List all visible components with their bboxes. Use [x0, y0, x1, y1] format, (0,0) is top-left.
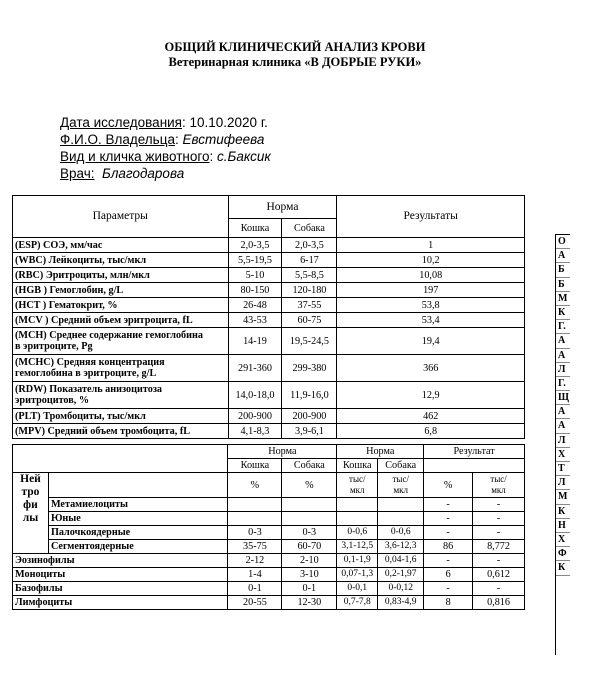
norm-cat-pct: 2-12 — [228, 554, 282, 568]
side-cell: К — [556, 561, 570, 575]
table-row — [13, 283, 525, 298]
param-name: (WBC) Лейкоциты, тыс/мкл — [13, 253, 229, 268]
table-row — [13, 298, 525, 313]
norm-dog-pct: 60-70 — [282, 540, 337, 554]
table-row — [13, 355, 525, 382]
dog-header: Собака — [282, 219, 337, 238]
unit-pct: % — [282, 473, 337, 498]
cell-name: Моноциты — [13, 568, 228, 582]
cell-name: Лимфоциты — [13, 596, 228, 610]
result-value: 10,2 — [337, 253, 525, 268]
unit-pct: % — [424, 473, 473, 498]
norm-cat-abs — [337, 512, 378, 526]
table-row — [13, 540, 525, 554]
norm-dog-pct: 2-10 — [282, 554, 337, 568]
side-cell: А — [556, 249, 570, 263]
norm-cat: 5-10 — [228, 268, 282, 283]
norm-dog-pct: 3-10 — [282, 568, 337, 582]
result-abs: 0,612 — [473, 568, 525, 582]
result-pct: - — [424, 526, 473, 540]
result-pct: 8 — [424, 596, 473, 610]
norm-cat-abs: 0-0,1 — [337, 582, 378, 596]
norm-cat-pct: 35-75 — [228, 540, 282, 554]
result-header: Результат — [424, 445, 525, 459]
norm-cat-pct: 1-4 — [228, 568, 282, 582]
norm-cat: 291-360 — [228, 355, 282, 382]
norm-cat-abs: 3,1-12,5 — [337, 540, 378, 554]
blank-header-cell — [424, 459, 525, 473]
result-pct: - — [424, 554, 473, 568]
doctor-value: Благодарова — [102, 166, 185, 181]
result-value: 19,4 — [337, 328, 525, 355]
unit-abs: тыс/ мкл — [473, 473, 525, 498]
side-cell: М — [556, 490, 570, 504]
dog-abs-header: Собака — [378, 459, 424, 473]
cell-name: Метамиелоциты — [48, 498, 228, 512]
cell-name: Эозинофилы — [13, 554, 228, 568]
side-cell: А — [556, 405, 570, 419]
side-cell: Л — [556, 476, 570, 490]
norm-cat-abs: 0,7-7,8 — [337, 596, 378, 610]
side-cell: Ф — [556, 547, 570, 561]
param-name: (RBC) Эритроциты, млн/мкл — [13, 268, 229, 283]
norm-cat-abs: 0,07-1,3 — [337, 568, 378, 582]
norm-dog-abs: 0,2-1,97 — [378, 568, 424, 582]
blank-header-cell — [13, 459, 228, 473]
blood-parameters-table — [12, 195, 525, 439]
norm-cat-abs: 0,1-1,9 — [337, 554, 378, 568]
norm-dog: 200-900 — [282, 409, 337, 424]
side-cell: Б — [556, 278, 570, 292]
norm-cat-abs — [337, 498, 378, 512]
norm-cat: 26-48 — [228, 298, 282, 313]
clinic-name: Ветеринарная клиника «В ДОБРЫЕ РУКИ» — [168, 55, 422, 69]
norm-dog: 2,0-3,5 — [282, 238, 337, 253]
cell-name: Сегментоядерные — [48, 540, 228, 554]
side-cell: А — [556, 349, 570, 363]
result-value: 366 — [337, 355, 525, 382]
norm-dog: 5,5-8,5 — [282, 268, 337, 283]
blank-cell — [48, 473, 228, 498]
result-value: 53,8 — [337, 298, 525, 313]
side-cell: А — [556, 419, 570, 433]
norm-dog-abs: 0-0,12 — [378, 582, 424, 596]
results-header: Результаты — [337, 196, 525, 238]
side-cell: Х — [556, 533, 570, 547]
norm-cat: 5,5-19,5 — [228, 253, 282, 268]
dog-header: Собака — [282, 459, 337, 473]
norm-dog-abs: 0-0,6 — [378, 526, 424, 540]
norm-dog-pct: 0-1 — [282, 582, 337, 596]
result-value: 6,8 — [337, 424, 525, 439]
norm-cat-pct — [228, 498, 282, 512]
animal-value: с.Баксик — [217, 149, 271, 164]
norm-dog-pct — [282, 512, 337, 526]
result-pct: - — [424, 582, 473, 596]
side-cell: М — [556, 292, 570, 306]
norm-dog: 299-380 — [282, 355, 337, 382]
table-row — [13, 526, 525, 540]
leukocyte-formula-table — [12, 444, 525, 610]
side-cell: А — [556, 334, 570, 348]
side-cell: Г. — [556, 320, 570, 334]
norm-header: Норма — [228, 196, 337, 219]
neutrophils-label: Ней тро фи лы — [13, 473, 49, 554]
table-row — [13, 328, 525, 355]
norm-cat-pct: 20-55 — [228, 596, 282, 610]
owner-value: Евстифеева — [182, 132, 265, 147]
norm-dog-pct — [282, 498, 337, 512]
norm-abs-header: Норма — [337, 445, 424, 459]
doctor-line — [60, 166, 184, 181]
result-value: 53,4 — [337, 313, 525, 328]
norm-dog-pct: 12-30 — [282, 596, 337, 610]
params-header: Параметры — [13, 196, 229, 238]
unit-abs: тыс/ мкл — [337, 473, 378, 498]
param-name: (RDW) Показатель анизоцитоза эритроцитов, % — [13, 382, 229, 409]
param-name: (MCV ) Средний объем эритроцита, fL — [13, 313, 229, 328]
result-abs: 8,772 — [473, 540, 525, 554]
result-abs: - — [473, 582, 525, 596]
result-abs: - — [473, 526, 525, 540]
norm-cat-pct: 0-3 — [228, 526, 282, 540]
table-row — [13, 554, 525, 568]
side-cell: Л — [556, 434, 570, 448]
norm-cat: 80-150 — [228, 283, 282, 298]
table-row — [13, 382, 525, 409]
norm-dog-abs: 0,04-1,6 — [378, 554, 424, 568]
table-row — [13, 238, 525, 253]
param-name: (PLT) Тромбоциты, тыс/мкл — [13, 409, 229, 424]
side-cell: К — [556, 306, 570, 320]
date-value: : 10.10.2020 г. — [182, 115, 268, 130]
result-pct: 86 — [424, 540, 473, 554]
param-name: (MPV) Средний объем тромбоцита, fL — [13, 424, 229, 439]
norm-dog: 60-75 — [282, 313, 337, 328]
norm-cat-abs: 0-0,6 — [337, 526, 378, 540]
blank-header-cell — [13, 445, 228, 459]
table-row — [13, 268, 525, 283]
norm-cat-pct: 0-1 — [228, 582, 282, 596]
param-name: (ESP) СОЭ, мм/час — [13, 238, 229, 253]
side-cell: О — [556, 235, 570, 249]
result-pct: - — [424, 512, 473, 526]
result-abs: - — [473, 498, 525, 512]
norm-cat: 14-19 — [228, 328, 282, 355]
document-title: ОБЩИЙ КЛИНИЧЕСКИЙ АНАЛИЗ КРОВИ — [164, 40, 426, 54]
doctor-label: Врач: — [60, 166, 95, 181]
cat-header: Кошка — [228, 459, 282, 473]
table-row — [13, 424, 525, 439]
result-value: 462 — [337, 409, 525, 424]
norm-dog: 6-17 — [282, 253, 337, 268]
cell-name: Юные — [48, 512, 228, 526]
side-cell: Щ — [556, 391, 570, 405]
norm-dog-abs: 3,6-12,3 — [378, 540, 424, 554]
units-row — [13, 473, 525, 498]
norm-dog: 11,9-16,0 — [282, 382, 337, 409]
result-abs: 0,816 — [473, 596, 525, 610]
norm-cat-pct — [228, 512, 282, 526]
norm-dog: 19,5-24,5 — [282, 328, 337, 355]
side-cell: Т — [556, 462, 570, 476]
animal-label: Вид и кличка животного — [60, 149, 210, 164]
norm-dog: 37-55 — [282, 298, 337, 313]
result-value: 12,9 — [337, 382, 525, 409]
side-cell: Б — [556, 263, 570, 277]
table-row — [13, 568, 525, 582]
table-row — [13, 596, 525, 610]
table-row — [13, 253, 525, 268]
result-abs: - — [473, 512, 525, 526]
table-row — [13, 409, 525, 424]
norm-dog-abs — [378, 498, 424, 512]
result-pct: - — [424, 498, 473, 512]
result-abs: - — [473, 554, 525, 568]
owner-label: Ф.И.О. Владельца — [60, 132, 175, 147]
unit-pct: % — [228, 473, 282, 498]
norm-dog-abs: 0,83-4,9 — [378, 596, 424, 610]
owner-line — [60, 132, 264, 147]
date-line — [60, 115, 268, 130]
owner-sep: : — [174, 132, 183, 147]
animal-sep: : — [209, 149, 218, 164]
unit-abs: тыс/ мкл — [378, 473, 424, 498]
param-name: (HCT ) Гематокрит, % — [13, 298, 229, 313]
norm-cat: 2,0-3,5 — [228, 238, 282, 253]
param-name: (MCH) Среднее содержание гемоглобина в эритроците, Pg — [13, 328, 229, 355]
cell-name: Базофилы — [13, 582, 228, 596]
norm-cat: 200-900 — [228, 409, 282, 424]
cell-name: Палочкоядерные — [48, 526, 228, 540]
cat-header: Кошка — [228, 219, 282, 238]
side-cell: Х — [556, 448, 570, 462]
date-label: Дата исследования — [60, 115, 182, 130]
param-name: (HGB ) Гемоглобин, g/L — [13, 283, 229, 298]
norm-dog: 120-180 — [282, 283, 337, 298]
norm-dog-pct: 0-3 — [282, 526, 337, 540]
norm-cat: 14,0-18,0 — [228, 382, 282, 409]
norm-cat: 4,1-8,3 — [228, 424, 282, 439]
side-cell: Н — [556, 519, 570, 533]
norm-pct-header: Норма — [228, 445, 337, 459]
cat-abs-header: Кошка — [337, 459, 378, 473]
norm-dog: 3,9-6,1 — [282, 424, 337, 439]
animal-line — [60, 149, 271, 164]
side-cell: Л — [556, 363, 570, 377]
side-cell: К — [556, 505, 570, 519]
result-value: 1 — [337, 238, 525, 253]
param-name: (MCHC) Средняя концентрация гемоглобина в эритроците, g/L — [13, 355, 229, 382]
table-row — [13, 582, 525, 596]
side-cell: Г. — [556, 377, 570, 391]
result-value: 197 — [337, 283, 525, 298]
cropped-side-column — [555, 234, 570, 655]
table-row — [13, 498, 525, 512]
result-value: 10,08 — [337, 268, 525, 283]
norm-cat: 43-53 — [228, 313, 282, 328]
norm-dog-abs — [378, 512, 424, 526]
table-row — [13, 512, 525, 526]
table-row — [13, 313, 525, 328]
result-pct: 6 — [424, 568, 473, 582]
